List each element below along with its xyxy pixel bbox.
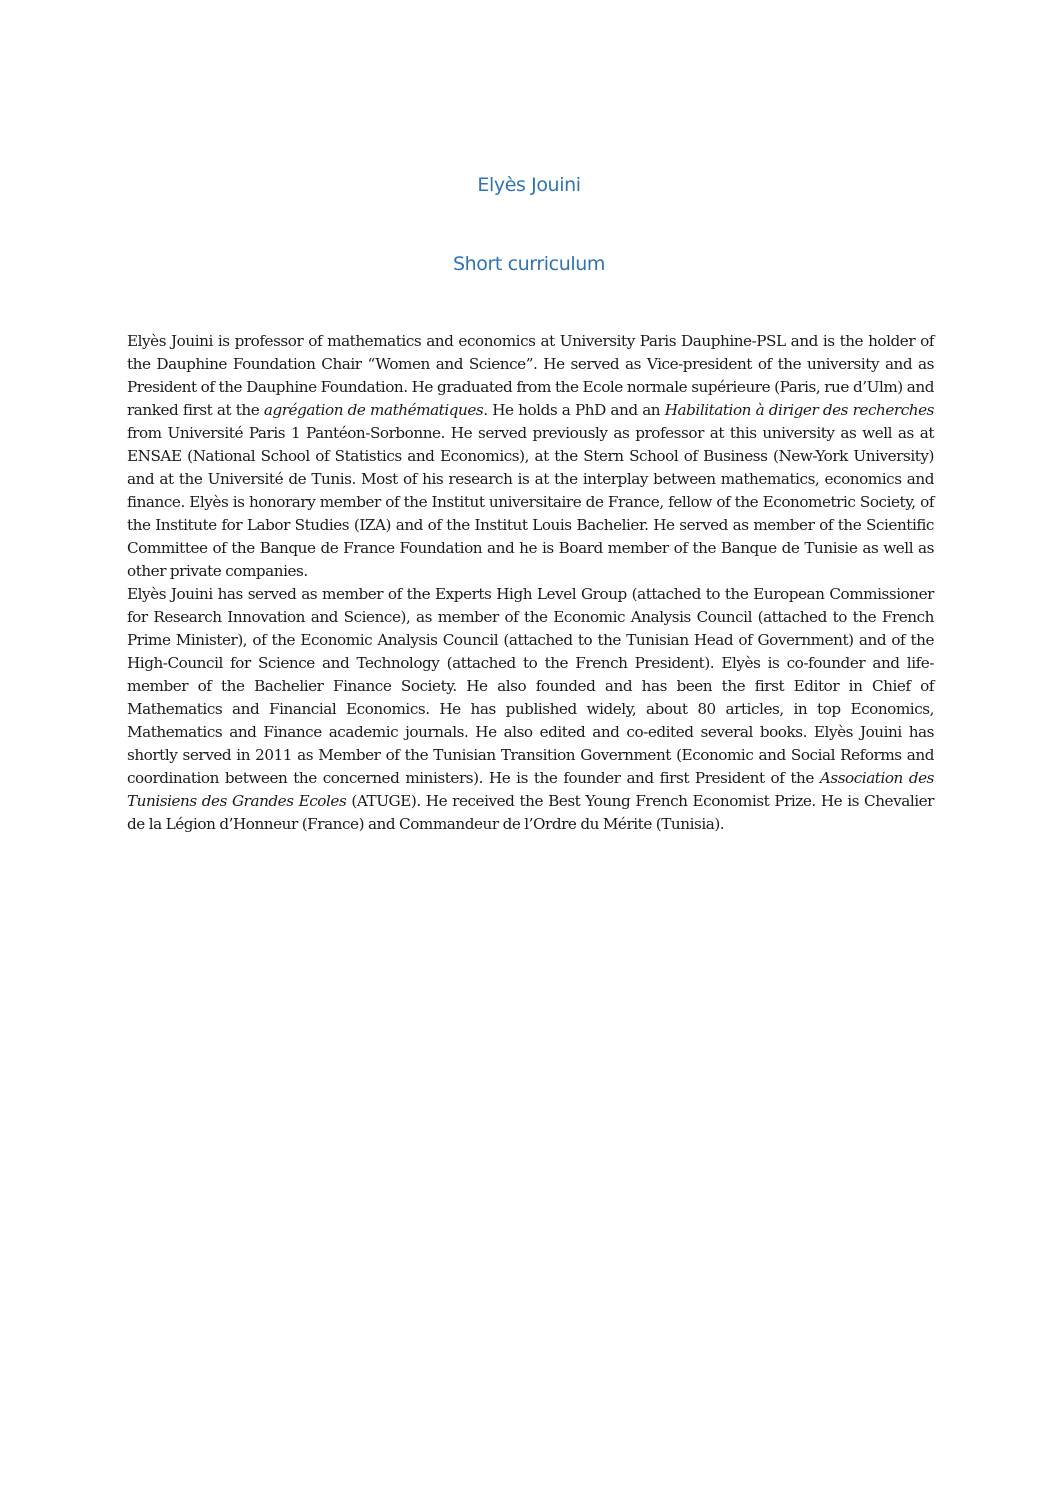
page-subtitle: Short curriculum xyxy=(452,253,605,275)
paragraph-1 xyxy=(127,330,934,583)
paragraph-2 xyxy=(127,583,934,836)
paragraph-1-text-2: . He holds a PhD and an xyxy=(483,401,665,419)
paragraph-1-text-1: Elyès Jouini is professor of mathematics and economics at University Paris Dauphine-PSL and is the holder of the Dauphine Foundation Chair “Women and Science”. He served as Vice-president of the university and as President of the Dauphine Foundation. He graduated from the Ecole normale supérieure (Paris, rue d’Ulm) and ranked first at the xyxy=(127,332,934,419)
paragraph-1-italic-2: Habilitation à diriger des recherches xyxy=(664,401,934,419)
curriculum-body xyxy=(127,330,934,836)
page-title: Elyès Jouini xyxy=(477,174,581,196)
paragraph-2-text-1: Elyès Jouini has served as member of the Experts High Level Group (attached to the European Commissioner for Research Innovation and Science), as member of the Economic Analysis Council (attached to the French Prime Minister), of the Economic Analysis Council (attached to the Tunisian Head of Government) and of the High-Council for Science and Technology (attached to the French President). Elyès is co-founder and life-member of the Bachelier Finance Society. He also founded and has been the first Editor in Chief of Mathematics and Financial Economics. He has published widely, about 80 articles, in top Economics, Mathematics and Finance academic journals. He also edited and co-edited several books. Elyès Jouini has shortly served in 2011 as Member of the Tunisian Transition Government (Economic and Social Reforms and coordination between the concerned ministers). He is the founder and first President of the xyxy=(127,585,934,787)
paragraph-2-italic-1: Association des Tunisiens des Grandes Ecoles xyxy=(127,769,934,810)
paragraph-1-text-3: from Université Paris 1 Pantéon-Sorbonne. He served previously as professor at this university as well as at ENSAE (National School of Statistics and Economics), at the Stern School of Business (New-York University) and at the Université de Tunis. Most of his research is at the interplay between mathematics, economics and finance. Elyès is honorary member of the Institut universitaire de France, fellow of the Econometric Society, of the Institute for Labor Studies (IZA) and of the Institut Louis Bachelier. He served as member of the Scientific Committee of the Banque de France Foundation and he is Board member of the Banque de Tunisie as well as other private companies. xyxy=(127,424,934,580)
paragraph-1-italic-1: agrégation de mathématiques xyxy=(263,401,484,419)
paragraph-2-text-2: (ATUGE). He received the Best Young French Economist Prize. He is Chevalier de la Légion d’Honneur (France) and Commandeur de l’Ordre du Mérite (Tunisia). xyxy=(127,792,934,833)
